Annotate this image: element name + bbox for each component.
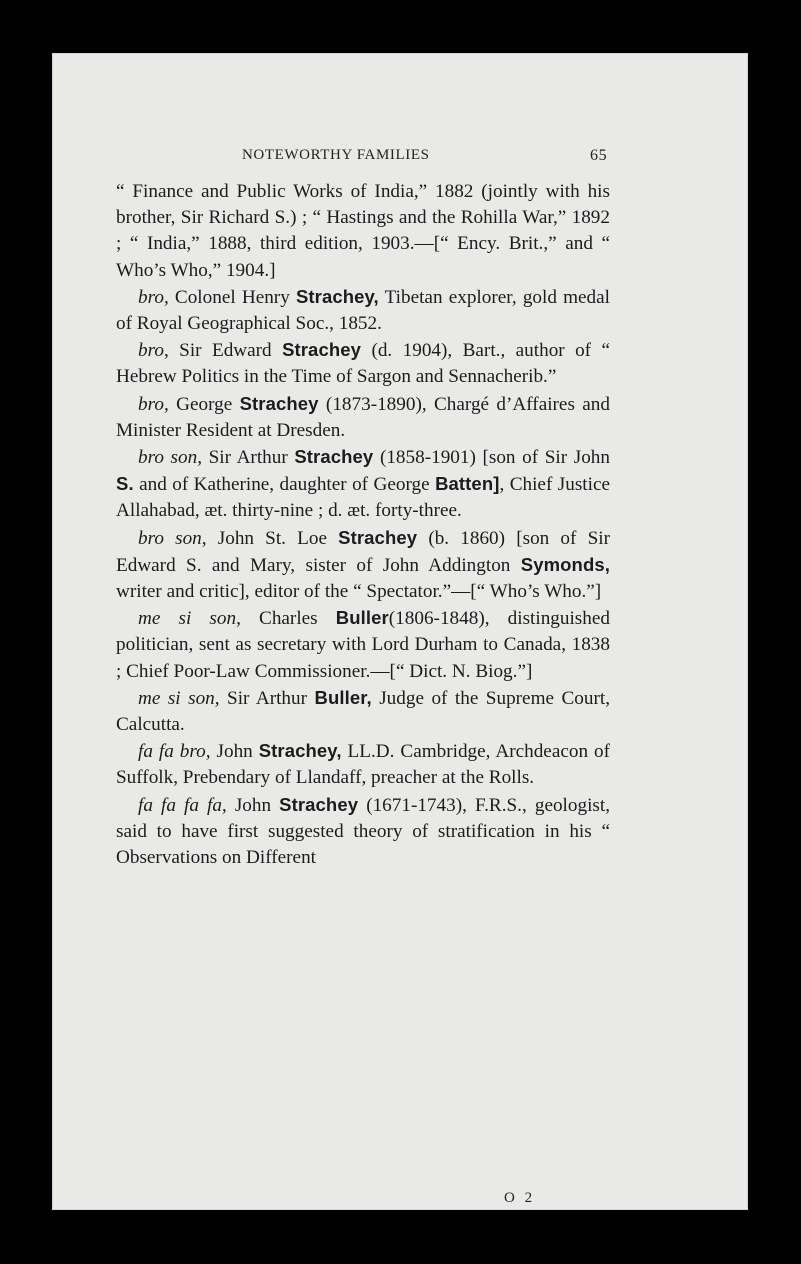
entry-text: Charles: [240, 608, 336, 630]
entry-text: Sir Arthur: [202, 447, 295, 469]
body-text: [116, 179, 610, 871]
entry-text: John: [226, 794, 280, 816]
relation-label: bro son,: [138, 447, 203, 469]
surname: Strachey,: [295, 285, 379, 307]
surname: S.: [116, 473, 134, 495]
entry-text: (1671-1743), F.R.S., geologist, said to have first suggested theory of stratification in his “ Observations on Different: [116, 794, 610, 869]
entry-text: Colonel Henry: [168, 286, 296, 308]
entry-continuation: [116, 179, 610, 284]
entry-text: John: [210, 741, 259, 763]
surname: Strachey: [279, 793, 359, 815]
surname: Buller: [335, 607, 389, 629]
relation-label: fa fa fa fa,: [138, 794, 227, 816]
entry-text: , Chief Justice Allahabad, æt. thirty-nine ; d. æt. forty-three.: [116, 474, 610, 522]
surname: Strachey,: [258, 740, 342, 762]
relation-label: me si son,: [138, 687, 220, 709]
surname: Strachey: [239, 392, 319, 414]
surname: Strachey: [294, 446, 374, 468]
entry-text: George: [168, 393, 240, 415]
entry-arthur-buller: [116, 685, 610, 738]
relation-label: bro,: [138, 393, 169, 415]
entry-text: LL.D. Cambridge, Archdeacon of Suffolk, Prebendary of Llandaff, preacher at the Rolls.: [116, 741, 611, 789]
entry-archdeacon-john-strachey: [116, 738, 610, 791]
entry-text: (b. 1860) [son of Sir Edward S. and Mary, sister of John Addington: [116, 527, 610, 576]
entry-text: Sir Arthur: [219, 687, 315, 709]
entry-charles-buller: [116, 605, 610, 685]
entry-henry-strachey: [116, 284, 610, 337]
entry-text: “ Finance and Public Works of India,” 1882 (jointly with his brother, Sir Richard S.) ; “ Hastings and the Rohilla War,” 1892 ; “ India,” 1888, third edition, 1903.—[“ Ency. Brit.,” and “ Who’s Who,” 1904.]: [116, 181, 610, 281]
relation-label: bro son,: [138, 527, 207, 549]
book-page: [52, 53, 748, 1210]
page-number: 65: [590, 147, 608, 164]
relation-label: bro,: [138, 340, 169, 362]
surname: Strachey: [282, 339, 362, 361]
entry-text: John St. Loe: [206, 527, 339, 549]
entry-text: Judge of the Supreme Court, Calcutta.: [116, 687, 610, 736]
relation-label: bro,: [138, 286, 169, 308]
entry-text: Sir Edward: [168, 340, 283, 362]
surname: Symonds,: [520, 553, 610, 575]
entry-john-st-loe-strachey: [116, 525, 610, 606]
surname: Buller,: [314, 686, 372, 708]
entry-text: Tibetan explorer, gold medal of Royal Geographical Soc., 1852.: [116, 286, 610, 335]
entry-geologist-john-strachey: [116, 792, 610, 872]
entry-text: and of Katherine, daughter of George: [133, 474, 436, 496]
entry-george-strachey: [116, 391, 610, 444]
entry-text: (d. 1904), Bart., author of “ Hebrew Politics in the Time of Sargon and Sennacherib.”: [116, 340, 610, 388]
entry-text: (1873-1890), Chargé d’Affaires and Minister Resident at Dresden.: [116, 393, 610, 441]
relation-label: me si son,: [138, 608, 241, 630]
surname: Batten]: [435, 473, 500, 495]
signature-mark: O 2: [504, 1190, 536, 1206]
entry-edward-strachey: [116, 337, 610, 390]
surname: Strachey: [338, 526, 418, 548]
entry-text: writer and critic], editor of the “ Spectator.”—[“ Who’s Who.”]: [116, 581, 602, 603]
running-title: NOTEWORTHY FAMILIES: [242, 147, 430, 163]
relation-label: fa fa bro,: [138, 741, 211, 763]
entry-arthur-strachey: [116, 444, 610, 525]
entry-text: (1806-1848), distinguished politician, sent as secretary with Lord Durham to Canada, 1838 ; Chief Poor-Law Commissioner.—[“ Dict. N. Biog.”]: [116, 608, 610, 682]
entry-text: (1858-1901) [son of Sir John: [373, 447, 610, 469]
